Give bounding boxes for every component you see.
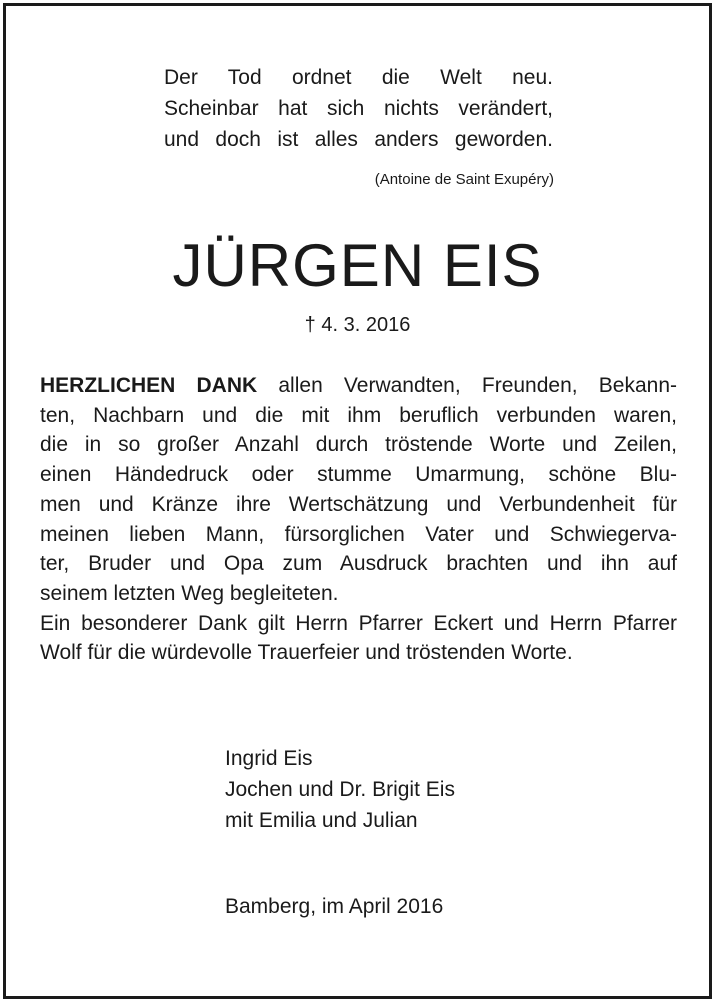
signature-line: Jochen und Dr. Brigit Eis bbox=[225, 778, 455, 801]
message-line: Ein besonderer Dank gilt Herrn Pfarrer Eckert und Herrn Pfarrer bbox=[40, 611, 677, 635]
death-date: † 4. 3. 2016 bbox=[304, 314, 411, 336]
message-line: die in so großer Anzahl durch tröstende Worte und Zeilen, bbox=[40, 433, 677, 457]
signature-line: Ingrid Eis bbox=[225, 747, 313, 770]
message-line: meinen lieben Mann, fürsorglichen Vater und Schwiegerva- bbox=[40, 522, 677, 546]
quote-line: und doch ist alles anders geworden. bbox=[164, 128, 553, 151]
signatures bbox=[225, 743, 455, 836]
message-line: ten, Nachbarn und die mit ihm beruflich verbunden waren, bbox=[40, 403, 677, 427]
place-and-date: Bamberg, im April 2016 bbox=[225, 895, 444, 918]
message-line: Wolf für die würdevolle Trauerfeier und tröstenden Worte. bbox=[40, 641, 573, 665]
deceased-name: JÜRGEN EIS bbox=[172, 232, 543, 299]
quote-line: Scheinbar hat sich nichts verändert, bbox=[164, 97, 553, 120]
memorial-quote bbox=[164, 62, 553, 155]
message-line bbox=[40, 371, 677, 401]
message-lead: HERZLICHEN DANK bbox=[40, 374, 258, 397]
message-line: ter, Bruder und Opa zum Ausdruck brachten und ihn auf bbox=[40, 552, 677, 576]
message-first-line-rest: allen Verwandten, Freunden, Bekann- bbox=[257, 374, 678, 397]
message-line: einen Händedruck oder stumme Umarmung, schöne Blu- bbox=[40, 463, 677, 487]
quote-attribution: (Antoine de Saint Exupéry) bbox=[374, 171, 554, 188]
message-line: men und Kränze ihre Wertschätzung und Verbundenheit für bbox=[40, 492, 677, 516]
signature-line: mit Emilia und Julian bbox=[225, 809, 418, 832]
message-line: seinem letzten Weg begleiteten. bbox=[40, 581, 339, 605]
thank-you-message bbox=[40, 371, 677, 668]
quote-line: Der Tod ordnet die Welt neu. bbox=[164, 66, 553, 89]
